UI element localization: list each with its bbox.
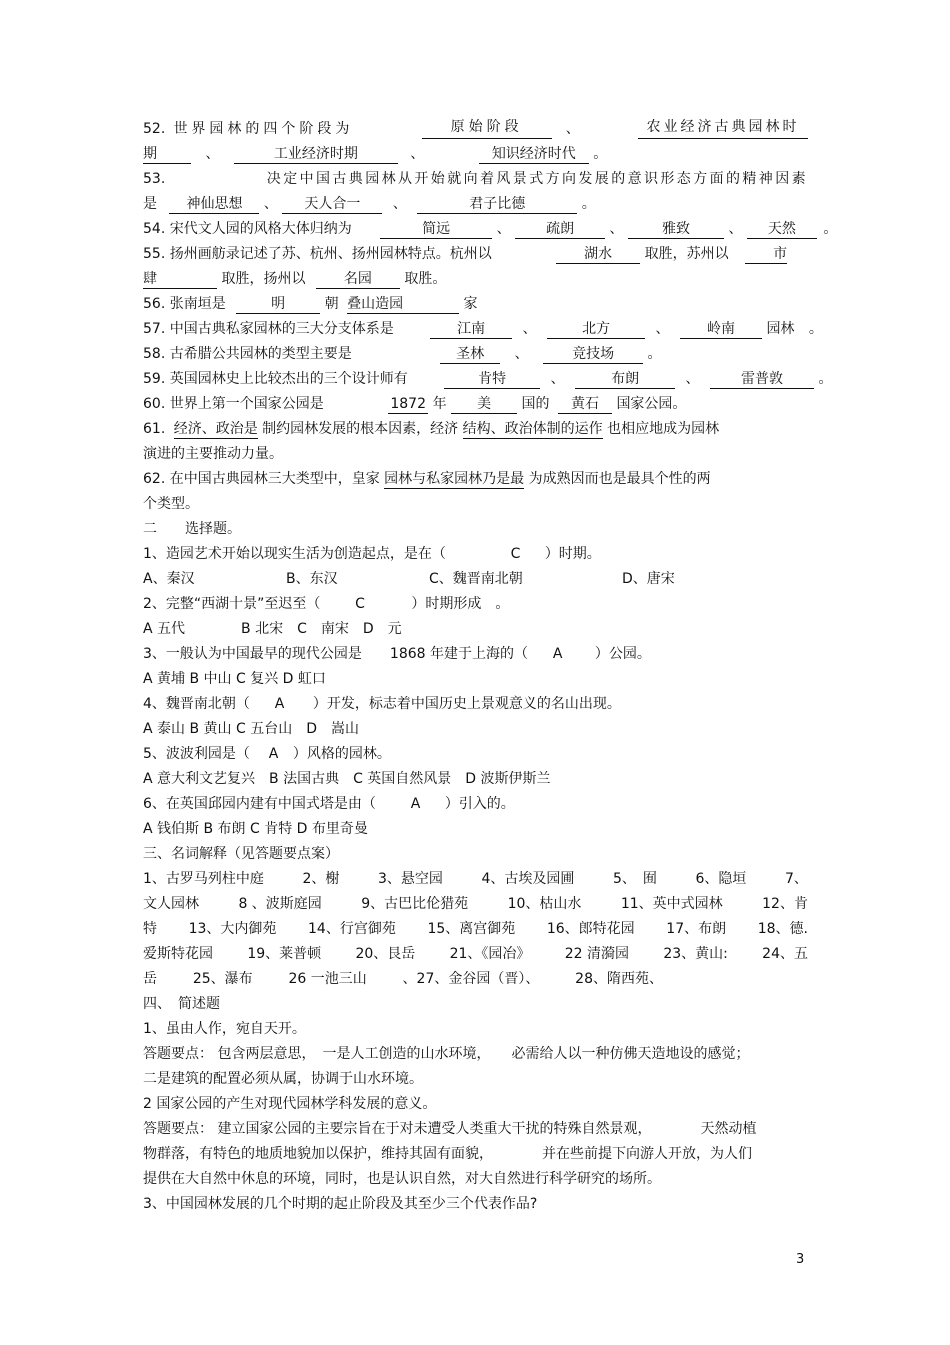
choice-5-options: A 意大利文艺复兴 B 法国古典 C 英国自然风景 D 波斯伊斯兰: [143, 771, 551, 787]
q56-answer-1: 明: [236, 296, 320, 314]
q57-answer-1: 江南: [430, 321, 512, 339]
q59-answer-1: 肯特: [444, 371, 540, 389]
q60-answer-1: 1872: [388, 396, 428, 414]
q52-text: 世界园林的四个阶段为: [173, 121, 354, 137]
choice-3-answer: A: [552, 646, 563, 662]
q53-line1: [143, 169, 808, 189]
choice-1-option-c: C、魏晋南北朝: [429, 571, 523, 587]
q57-text: 57. 中国古典私家园林的三大分支体系是: [143, 321, 394, 337]
q53-line2: 是 神仙思想 、 天人合一 、 君子比德 。: [143, 196, 596, 212]
q56-text: 56. 张南垣是: [143, 296, 226, 312]
q57-answer-2: 北方: [547, 321, 645, 339]
q59-line: 59. 英国园林史上比较杰出的三个设计师有 肯特 、 布朗 、 雷普敦 。: [143, 371, 833, 387]
q54-answer-3: 雅致: [628, 221, 724, 239]
terms-line-2: 文人园林 8 、波斯庭园 9、古巴比伦猎苑 10、枯山水 11、英中式园林 12、肯: [143, 896, 808, 912]
choice-5-question: 5、波波利园是（ A ）风格的园林。: [143, 746, 391, 762]
q55-text: 55. 扬州画舫录记述了苏、杭州、扬州园林特点。杭州以: [143, 246, 492, 262]
choice-4-options: A 泰山 B 黄山 C 五台山 D 嵩山: [143, 721, 359, 737]
q58-text: 58. 古希腊公共园林的类型主要是: [143, 346, 352, 362]
q54-text: 54. 宋代文人园的风格大体归纳为: [143, 221, 352, 237]
terms-line-4: 爱斯特花园 19、莱普顿 20、艮岳 21、《园冶》 22 清漪园 23、黄山: 24、五: [143, 946, 808, 962]
choice-1-option-d: D、唐宋: [622, 571, 675, 587]
q61-line2: 演进的主要推动力量。: [143, 446, 283, 462]
q62-answer: 园林与私家园林乃是最: [384, 471, 525, 487]
section-2-title: 二 选择题。: [143, 521, 241, 537]
q53-answer-3: 君子比德: [417, 196, 577, 214]
choice-2-question: 2、完整“西湖十景”至迟至（ C ）时期形成 。: [143, 596, 510, 612]
choice-6-question: 6、在英国邱园内建有中国式塔是由（ A ）引入的。: [143, 796, 515, 812]
q61-line1: 61. 经济、政治是 制约园林发展的根本因素，经济 结构、政治体制的运作 也相应地成为园林: [143, 421, 720, 437]
q59-text: 59. 英国园林史上比较杰出的三个设计师有: [143, 371, 408, 387]
q57-line: 57. 中国古典私家园林的三大分支体系是 江南 、 北方 、 岭南 园林 。: [143, 321, 823, 337]
terms-line-1: 1、古罗马列柱中庭 2、榭 3、悬空园 4、古埃及园圃 5、 囿 6、隐垣 7、: [143, 871, 808, 887]
short-2-question: 2 国家公园的产生对现代园林学科发展的意义。: [143, 1096, 437, 1112]
terms-line-3: 特 13、大内御苑 14、行宫御苑 15、离宫御苑 16、郎特花园 17、布朗 18、德.: [143, 921, 808, 937]
q54-answer-1: 简远: [380, 221, 492, 239]
q58-line: 58. 古希腊公共园林的类型主要是 圣林 、 竞技场 。: [143, 346, 662, 362]
q55-answer-2a: 市: [745, 246, 787, 264]
q53-text: 决定中国古典园林从开始就向着风景式方向发展的意识形态方面的精神因素: [266, 171, 808, 187]
choice-3-options: A 黄埔 B 中山 C 复兴 D 虹口: [143, 671, 326, 687]
q53-answer-1: 神仙思想: [169, 196, 259, 214]
q52-answer-3: 工业经济时期: [234, 146, 398, 164]
q61-answer-1: 经济、政治是: [173, 421, 258, 437]
q52-line1: 52. 世界园林的四个阶段为 原始阶段 、 农业经济古典园林时: [143, 119, 808, 139]
terms-line-5: 岳 25、瀑布 26 一池三山 、27、金谷园（晋）、 28、隋西苑、: [143, 971, 663, 987]
q54-answer-4: 天然: [747, 221, 817, 239]
q58-answer-2: 竞技场: [543, 346, 643, 364]
choice-1-options: [143, 569, 808, 589]
choice-1-question: 1、造园艺术开始以现实生活为创造起点，是在（ C ）时期。: [143, 546, 601, 562]
q54-line: 54. 宋代文人园的风格大体归纳为 简远 、 疏朗 、 雅致 、 天然 。: [143, 221, 838, 237]
q52-answer-4: 知识经济时代: [479, 146, 589, 164]
q59-answer-2: 布朗: [575, 371, 675, 389]
choice-6-options: A 钱伯斯 B 布朗 C 肯特 D 布里奇曼: [143, 821, 368, 837]
q55-line2: 肆 取胜，扬州以 名园 取胜。: [143, 271, 447, 287]
q61-answer-2: 结构、政治体制的运作: [462, 421, 603, 437]
q55-line1: 55. 扬州画舫录记述了苏、杭州、扬州园林特点。杭州以 湖水 取胜，苏州以 市: [143, 246, 788, 262]
choice-4-question: 4、魏晋南北朝（ A ）开发，标志着中国历史上景观意义的名山出现。: [143, 696, 621, 712]
q60-line: 60. 世界上第一个国家公园是 1872 年 美 国的 黄石 国家公园。: [143, 396, 687, 412]
q62-line1: 62. 在中国古典园林三大类型中，皇家 园林与私家园林乃是最 为成熟因而也是最具个性的两: [143, 471, 711, 487]
choice-1-option-a: A、秦汉: [143, 571, 195, 587]
q55-answer-1: 湖水: [556, 246, 640, 264]
choice-1-answer: C: [510, 546, 521, 562]
short-2-answer-line1: 答题要点： 建立国家公园的主要宗旨在于对未遭受人类重大干扰的特殊自然景观， 天然动植: [143, 1121, 757, 1137]
q52-line2-prefix: 期: [143, 146, 191, 164]
short-1-answer-line1: 答题要点： 包含两层意思， 一是人工创造的山水环境， 必需给人以一种仿佛天造地设的感觉；: [143, 1046, 750, 1062]
q53-number: 53.: [143, 171, 166, 187]
q58-answer-1: 圣林: [440, 346, 500, 364]
q57-answer-3: 岭南: [680, 321, 762, 339]
page-number: 3: [796, 1252, 805, 1267]
choice-5-answer: A: [268, 746, 279, 762]
choice-4-answer: A: [274, 696, 285, 712]
q56-answer-2: 叠山造园: [347, 296, 459, 314]
short-2-answer-line2: 物群落，有特色的地质地貌加以保护，维持其固有面貌， 并在些前提下向游人开放，为人们: [143, 1146, 752, 1162]
q60-text: 60. 世界上第一个国家公园是: [143, 396, 324, 412]
choice-6-answer: A: [410, 796, 421, 812]
section-3-title: 三、名词解释（见答题要点案）: [143, 846, 339, 862]
section-4-title: 四、 简述题: [143, 996, 220, 1012]
choice-2-options: A 五代 B 北宋 C 南宋 D 元: [143, 621, 402, 637]
q60-answer-2: 美: [451, 396, 517, 414]
short-3-question: 3、中国园林发展的几个时期的起止阶段及其至少三个代表作品?: [143, 1196, 538, 1212]
q59-answer-3: 雷普敦: [710, 371, 814, 389]
q55-answer-3: 名园: [316, 271, 400, 289]
q52-answer-1: 原始阶段: [422, 119, 552, 139]
q53-answer-2: 天人合一: [282, 196, 382, 214]
choice-3-question: 3、一般认为中国最早的现代公园是 1868 年建于上海的（ A ）公园。: [143, 646, 651, 662]
q55-answer-2b: 肆: [143, 271, 217, 289]
q62-line2: 个类型。: [143, 496, 199, 512]
q52-number: 52.: [143, 121, 166, 137]
q52-line2: 期 、 工业经济时期 、 知识经济时代 。: [143, 146, 608, 162]
q60-answer-3: 黄石: [558, 396, 612, 414]
short-2-answer-line3: 提供在大自然中休息的环境，同时，也是认识自然，对大自然进行科学研究的场所。: [143, 1171, 661, 1187]
short-1-answer-line2: 二是建筑的配置必须从属，协调于山水环境。: [143, 1071, 423, 1087]
choice-1-option-b: B、东汉: [286, 571, 338, 587]
short-1-question: 1、虽由人作，宛自天开。: [143, 1021, 306, 1037]
q56-line: 56. 张南垣是 明 朝 叠山造园 家: [143, 296, 478, 312]
q54-answer-2: 疏朗: [515, 221, 605, 239]
q52-answer-2: 农业经济古典园林时: [638, 119, 808, 139]
choice-2-answer: C: [355, 596, 365, 612]
